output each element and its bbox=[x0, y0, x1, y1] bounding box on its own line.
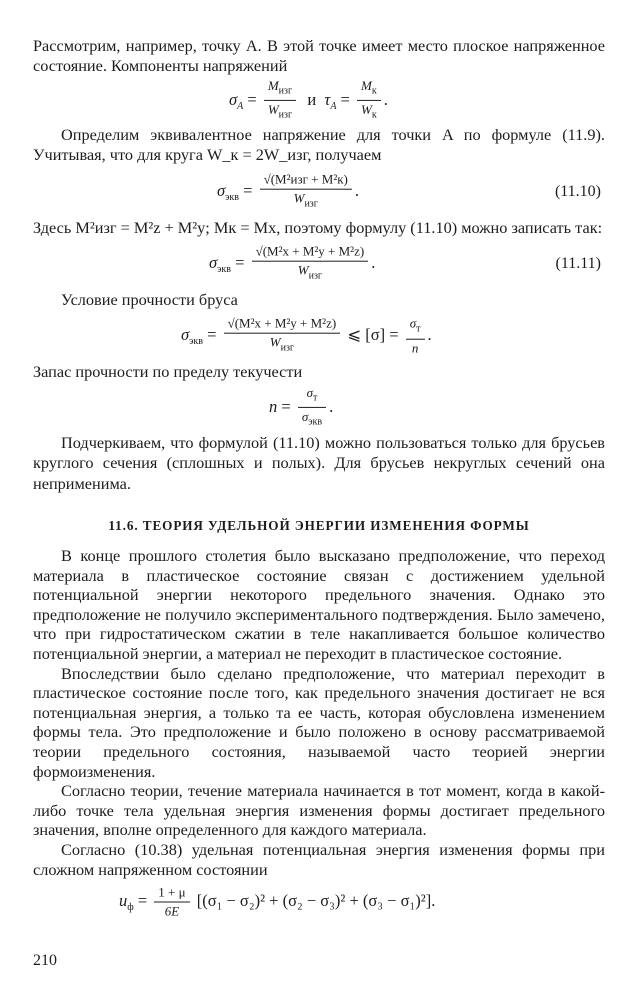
formula-safety-factor bbox=[33, 383, 605, 433]
denominator: W bbox=[360, 102, 372, 118]
denominator: σ bbox=[301, 409, 309, 425]
relation: ⩽ [σ] = bbox=[347, 325, 399, 345]
subscript: экв bbox=[189, 336, 204, 348]
paragraph-9: Согласно теории, течение материала начинается в тот момент, когда в какой-либо точке тела удельная энергия изменения формы достигает предельного значения, вполне определенного для каждого материала. bbox=[33, 781, 605, 840]
equals-sign: = bbox=[137, 890, 148, 910]
equals-sign: = bbox=[340, 89, 350, 109]
formula-6-math bbox=[119, 885, 435, 920]
equation-number: (11.10) bbox=[554, 182, 601, 200]
denominator: W bbox=[267, 102, 279, 118]
formula-shape-change-energy bbox=[33, 879, 605, 925]
denominator: W bbox=[293, 190, 305, 206]
subscript: экв bbox=[225, 191, 240, 203]
fraction bbox=[154, 885, 189, 920]
page-number: 210 bbox=[33, 952, 57, 969]
period: . bbox=[427, 325, 432, 345]
denominator: W bbox=[269, 335, 281, 351]
period: . bbox=[354, 180, 359, 200]
formula-11-10 bbox=[33, 166, 605, 218]
fraction bbox=[224, 316, 341, 357]
formula-11-11 bbox=[33, 238, 605, 290]
numerator: √(M²x + M²y + M²z) bbox=[252, 244, 369, 262]
paragraph-7: В конце прошлого столетия было высказано предположение, что переход материала в пластическое состояние связан с достижением удельной потенциальной энергии некоторого предельного значения. Однако это предположение не получило экспериментального подтверждения. Было замечено, что при гидростатическом сжатии в теле накапливается большое количество потенциальной энергии, а материал не переходит в пластическое состояние. bbox=[33, 546, 605, 664]
page-content bbox=[33, 36, 605, 925]
subscript: изг bbox=[304, 197, 318, 209]
numerator: M bbox=[267, 77, 279, 93]
period: . bbox=[383, 89, 388, 109]
variable: n bbox=[269, 396, 278, 416]
denominator: n bbox=[411, 340, 419, 356]
paragraph-6: Подчеркиваем, что формулой (11.10) можно пользоваться только для брусьев круглого сечения (сплошных и полых). Для брусьев некруглых сечений она неприменима. bbox=[33, 432, 605, 493]
subscript: к bbox=[371, 109, 377, 121]
equals-sign: = bbox=[243, 180, 253, 200]
period: . bbox=[371, 252, 376, 272]
formula-strength-condition bbox=[33, 310, 605, 362]
subscript: экв bbox=[308, 416, 323, 428]
sigma-symbol: σ bbox=[229, 89, 238, 109]
paragraph-1: Рассмотрим, например, точку A. В этой точке имеет место плоское напряженное состояние. Компоненты напряжений bbox=[33, 36, 605, 76]
variable: u bbox=[119, 890, 128, 910]
denominator: 6E bbox=[164, 903, 180, 919]
period: . bbox=[329, 396, 334, 416]
equals-sign: = bbox=[207, 325, 217, 345]
equals-sign: = bbox=[281, 396, 291, 416]
fraction bbox=[298, 385, 326, 431]
fraction bbox=[406, 316, 425, 357]
paragraph-8: Впоследствии было сделано предположение, что материал переходит в пластическое состояние после того, как предельного значения достигает не вся потенциальная энергия, а только та ее часть, которая обусловлена изменением формы тела. Это предположение и было положено в основу рассматриваемой теории предельного состояния, называемой часто теорией энергии формоизменения. bbox=[33, 663, 605, 781]
subscript: т bbox=[312, 392, 318, 404]
subscript: т bbox=[416, 323, 421, 335]
subscript: ф bbox=[127, 902, 134, 914]
numerator: 1 + μ bbox=[154, 885, 189, 903]
subscript: изг bbox=[278, 109, 293, 121]
subscript: A bbox=[330, 100, 337, 112]
formula-5-math bbox=[269, 385, 333, 431]
formula-stress-components bbox=[33, 77, 605, 125]
fraction bbox=[264, 78, 296, 124]
tau-symbol: τ bbox=[324, 89, 331, 109]
fraction bbox=[357, 78, 381, 124]
formula-4-math bbox=[181, 316, 432, 357]
numerator: σ bbox=[409, 316, 417, 332]
expression: [(σ₁ − σ₂)² + (σ₂ − σ₃)² + (σ₃ − σ₁)²]. bbox=[196, 890, 436, 910]
numerator: √(M²изг + M²к) bbox=[260, 171, 352, 189]
sigma-symbol: σ bbox=[217, 180, 226, 200]
sigma-symbol: σ bbox=[181, 325, 190, 345]
subscript: экв bbox=[217, 264, 232, 276]
sigma-symbol: σ bbox=[209, 252, 218, 272]
paragraph-4: Условие прочности бруса bbox=[61, 290, 238, 310]
formula-3-math bbox=[209, 244, 375, 285]
formula-1-math bbox=[229, 78, 388, 124]
conjunction: и bbox=[307, 89, 317, 109]
numerator: σ bbox=[306, 384, 313, 400]
equals-sign: = bbox=[247, 89, 257, 109]
paragraph-2: Определим эквивалентное напряжение для точки A по формуле (11.9). Учитывая, что для круга W_к = 2W_изг, получаем bbox=[33, 124, 605, 165]
equation-number: (11.11) bbox=[555, 255, 601, 273]
paragraph-10: Согласно (10.38) удельная потенциальная энергия изменения формы при сложном напряженном состоянии bbox=[33, 839, 605, 879]
subscript: изг bbox=[280, 342, 294, 354]
numerator: M bbox=[360, 77, 372, 93]
fraction bbox=[260, 171, 352, 212]
paragraph-5: Запас прочности по пределу текучести bbox=[33, 362, 303, 382]
subscript: A bbox=[237, 100, 244, 112]
fraction bbox=[252, 244, 369, 285]
paragraph-3: Здесь M²изг = M²z + M²y; Mк = Mx, поэтому формулу (11.10) можно записать так: bbox=[33, 217, 603, 237]
numerator: √(M²x + M²y + M²z) bbox=[224, 316, 341, 334]
denominator: W bbox=[297, 262, 309, 278]
subscript: к bbox=[371, 85, 377, 97]
section-heading: 11.6. ТЕОРИЯ УДЕЛЬНОЙ ЭНЕРГИИ ИЗМЕНЕНИЯ ФОРМЫ bbox=[108, 518, 530, 534]
equals-sign: = bbox=[235, 252, 245, 272]
subscript: изг bbox=[308, 270, 322, 282]
formula-2-math bbox=[217, 171, 359, 212]
subscript: изг bbox=[278, 85, 293, 97]
